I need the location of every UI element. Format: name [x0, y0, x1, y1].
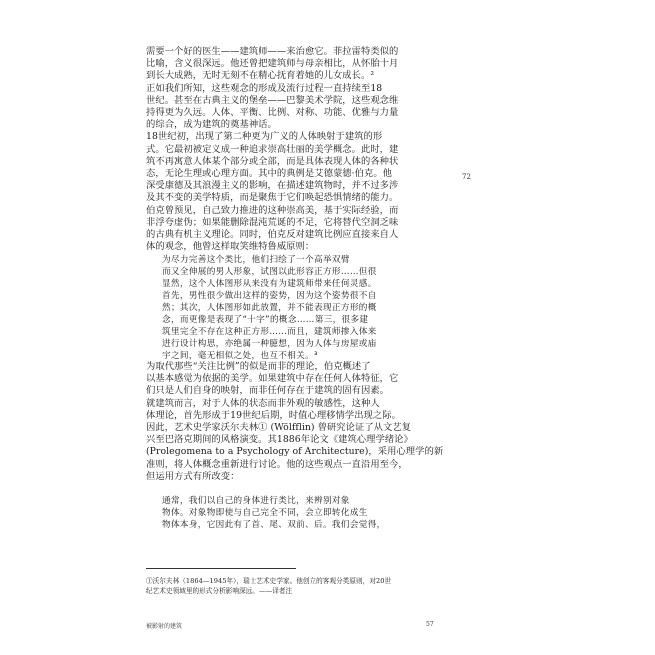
text-line: 到长大成熟，无时无刻不在精心抚育着她的儿女成长。²	[146, 70, 375, 82]
text-line: 兴至巴洛克期间的风格演变。其1886年论文《建筑心理学绪论》	[146, 434, 413, 446]
text-line: 态，无论生理或心理方面。其中的典例是艾德蒙德·伯克。他	[146, 168, 393, 179]
footnote-rule	[146, 568, 296, 569]
text-line: 的古典有机主义理论。同时，伯克反对建筑比例应直接来自人	[146, 229, 399, 240]
text-line: 通常，我们以自己的身体进行类比，来辨别对象	[162, 496, 350, 506]
text-line: 以基本感觉为依据的美学。如果建筑中存在任何人体特征，它	[146, 373, 399, 385]
text-line: 进行设计构思，亦绝属一种臆想，因为人体与房屋或庙	[162, 339, 377, 349]
text-line: 念，而更像是表现了“十字”的概念……第三，很多建	[162, 315, 369, 325]
text-line: 们只是人们自身的映射，而非任何存在于建筑的固有因素。	[146, 385, 390, 397]
text-line: 深受康德及其浪漫主义的影响，在描述建筑物时，并不过多涉	[146, 180, 399, 192]
text-line: 体的观念，他曾这样取笑维特鲁威原则：	[146, 241, 315, 253]
text-line: 持得更为久远。人体、平衡、比例、对称、功能、优雅与力量	[146, 107, 399, 118]
text-line: 筑里完全不存在这种正方形……而且，建筑师掺入体来	[162, 327, 377, 337]
text-line: 而又全伸展的男人形象，试图以此形容正方形……但很	[162, 267, 377, 277]
text-line: 为取代那些“关注比例”的似是而非的理论，伯克概述了	[146, 361, 371, 372]
text-line: 正如我们所知，这些观念的形成及流行过程一直持续至18	[146, 82, 383, 94]
margin-page-number: 72	[462, 173, 471, 181]
text-line: ①沃尔夫林（1864—1945年），瑞士艺术史学家。他创立的客观分类原则，对20世	[146, 577, 392, 585]
text-line: 准则，将人体概念重新进行讨论。他的这些观点一直沿用至今，	[146, 458, 408, 470]
text-line: 首先，男性很少做出这样的姿势，因为这个姿势很不自	[162, 291, 377, 301]
text-line: 世纪。甚至在古典主义的堡垒——巴黎美术学院，这些观念维	[146, 94, 399, 106]
text-line: 及其不变的美学特质，而是聚焦于它们唤起恐惧情绪的能力。	[146, 192, 399, 204]
text-line: 但运用方式有所改变：	[146, 470, 240, 482]
text-line: 体理论，首先形成于19世纪后期，时值心理移情学出现之际。	[146, 409, 401, 421]
text-line: 因此，艺术史学家沃尔夫林① (Wölfflin) 曾研究论证了从文艺复	[146, 422, 412, 433]
text-line: 的综合，成为建筑的奠基神话。	[146, 119, 277, 131]
text-line: 然；其次，人体图形如此放置，并不能表现正方形的概	[162, 303, 377, 313]
text-line: 筑不再寓意人体某个部分或全部，而是具体表现人体的各种状	[146, 155, 399, 167]
text-line: 物体本身，它因此有了首、尾、双前、后。我们会觉得，	[162, 520, 386, 530]
text-line: 需要一个好的医生——建筑师——来治愈它。菲拉雷特类似的	[146, 46, 399, 57]
text-line: 纪艺术史领域里的形式分析影响深远。——译者注	[146, 587, 293, 595]
text-line: 伯克曾预见，自己致力推进的这种崇高美，基于实际经验，而	[146, 204, 399, 216]
running-footer-title: 被影射的建筑	[146, 623, 183, 630]
text-line: 非浮夸虚伪；如果能删除混沌荒诞的不足，它将替代空洞乏味	[146, 216, 399, 228]
text-line: 式。它最初被定义成一种追求崇高壮丽的美学概念。此时，建	[146, 143, 399, 155]
page-number: 57	[426, 621, 434, 628]
text-line: (Prolegomena to a Psychology of Architecture)，采用心理学的新	[146, 446, 444, 458]
text-line: 为尽力完善这个类比，他们扫绘了一个高举双臂	[162, 255, 350, 265]
text-line: 宇之间，毫无相似之处，也互不相关。³	[162, 351, 318, 361]
text-line: 物体。对象物即使与自己完全不同，会立即转化成生	[162, 508, 368, 518]
text-line: 就建筑而言，对于人体的状态而非外观的敏感性，这种人	[146, 397, 380, 409]
text-line: 比喻，含义很深远。他还曾把建筑师与母亲相比，从怀胎十月	[146, 58, 399, 70]
text-line: 18世纪初，出现了第二种更为广义的人体映射于建筑的形	[146, 131, 383, 143]
text-line: 显然，这个人体图形从来没有为建筑师带来任何灵感。	[162, 279, 377, 289]
